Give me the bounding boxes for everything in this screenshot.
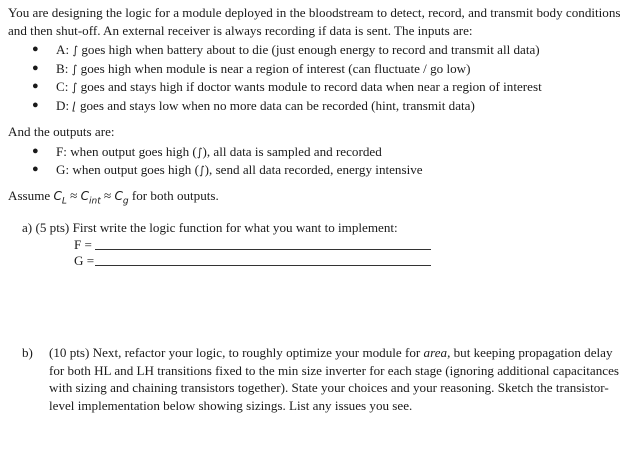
cl-letter: C bbox=[53, 188, 62, 203]
f-answer-blank[interactable] bbox=[95, 249, 431, 250]
bullet-icon: ● bbox=[32, 61, 39, 74]
outputs-list bbox=[8, 143, 634, 180]
input-text: goes and stays low when no more data can be recorded (hint, transmit data) bbox=[76, 97, 475, 113]
question-a-text: (5 pts) First write the logic function for what you want to implement: bbox=[35, 220, 398, 236]
input-text: goes high when battery about to die (just enough energy to record and transmit all data) bbox=[78, 42, 540, 57]
output-item-g bbox=[8, 161, 634, 180]
cint-subscript: int bbox=[89, 195, 101, 206]
problem-page bbox=[8, 2, 634, 269]
cg-letter: C bbox=[114, 188, 123, 203]
g-answer-blank[interactable] bbox=[95, 265, 431, 266]
approx-symbol: ≈ bbox=[66, 187, 81, 203]
question-b-text-pre: (10 pts) Next, refactor your logic, to roughly optimize your module for bbox=[49, 345, 424, 360]
output-text-post: ), send all data recorded, energy intensive bbox=[204, 162, 423, 177]
question-a bbox=[8, 219, 634, 269]
cg-symbol bbox=[114, 188, 129, 206]
output-text-pre: F: when output goes high ( bbox=[56, 143, 197, 159]
cg-subscript: g bbox=[122, 195, 129, 206]
bullet-icon: ● bbox=[32, 98, 39, 111]
input-item-a bbox=[8, 41, 634, 60]
rising-edge-icon: ∫ bbox=[72, 44, 79, 57]
assume-post: for both outputs. bbox=[128, 187, 219, 203]
input-item-c bbox=[8, 78, 634, 97]
bullet-icon: ● bbox=[32, 80, 39, 92]
question-b-emphasis: area bbox=[423, 345, 448, 360]
assumption-line bbox=[8, 187, 634, 211]
rising-edge-icon: ∫ bbox=[71, 62, 78, 76]
input-label: A: bbox=[56, 42, 70, 57]
question-b bbox=[22, 344, 622, 415]
f-answer-line bbox=[22, 237, 634, 253]
input-label: B: bbox=[56, 60, 69, 76]
output-text-pre: G: when output goes high ( bbox=[56, 162, 199, 177]
output-item-f bbox=[8, 143, 634, 162]
problem-intro: You are designing the logic for a module deployed in the bloodstream to detect, record, and transmit body conditions and then shut-off. An external receiver is always recording if data is sent. The inputs are: bbox=[8, 5, 621, 38]
cl-subscript: L bbox=[61, 195, 67, 206]
bullet-icon: ● bbox=[32, 144, 39, 157]
question-b-text bbox=[49, 344, 622, 415]
cint-letter: C bbox=[80, 188, 89, 203]
f-label: F = bbox=[74, 236, 92, 252]
input-item-b bbox=[8, 60, 634, 79]
cint-symbol bbox=[80, 188, 101, 206]
bullet-icon: ● bbox=[32, 43, 39, 55]
g-label: G = bbox=[74, 252, 95, 268]
bullet-icon: ● bbox=[32, 163, 39, 175]
approx-symbol: ≈ bbox=[100, 187, 115, 203]
input-label: D: bbox=[56, 97, 70, 113]
assume-pre: Assume bbox=[8, 187, 54, 203]
falling-edge-icon: ⌊ bbox=[72, 99, 77, 113]
outputs-heading: And the outputs are: bbox=[8, 124, 115, 139]
input-item-d bbox=[8, 97, 634, 116]
cl-symbol bbox=[53, 188, 67, 206]
rising-edge-icon: ∫ bbox=[196, 145, 203, 159]
input-text: goes high when module is near a region of interest (can fluctuate / go low) bbox=[77, 60, 471, 76]
rising-edge-icon: ∫ bbox=[198, 164, 205, 177]
question-a-prompt bbox=[22, 219, 634, 237]
question-b-text-post: , but keeping propagation delay for both HL and LH transitions fixed to the min size inverter for each stage (ignoring additional capacitances with sizing and chaining transistors together). State your choices and your reasoning. Sketch the transistor-level implementation below showing sizings. List any issues you see. bbox=[49, 345, 619, 414]
input-label: C: bbox=[56, 79, 69, 94]
rising-edge-icon: ∫ bbox=[71, 81, 78, 94]
question-a-label: a) bbox=[22, 220, 33, 236]
g-answer-line bbox=[22, 253, 634, 269]
question-b-label: b) bbox=[22, 345, 33, 360]
input-text: goes and stays high if doctor wants module to record data when near a region of interest bbox=[77, 79, 542, 94]
output-text-post: ), all data is sampled and recorded bbox=[202, 143, 382, 159]
inputs-list bbox=[8, 41, 634, 115]
